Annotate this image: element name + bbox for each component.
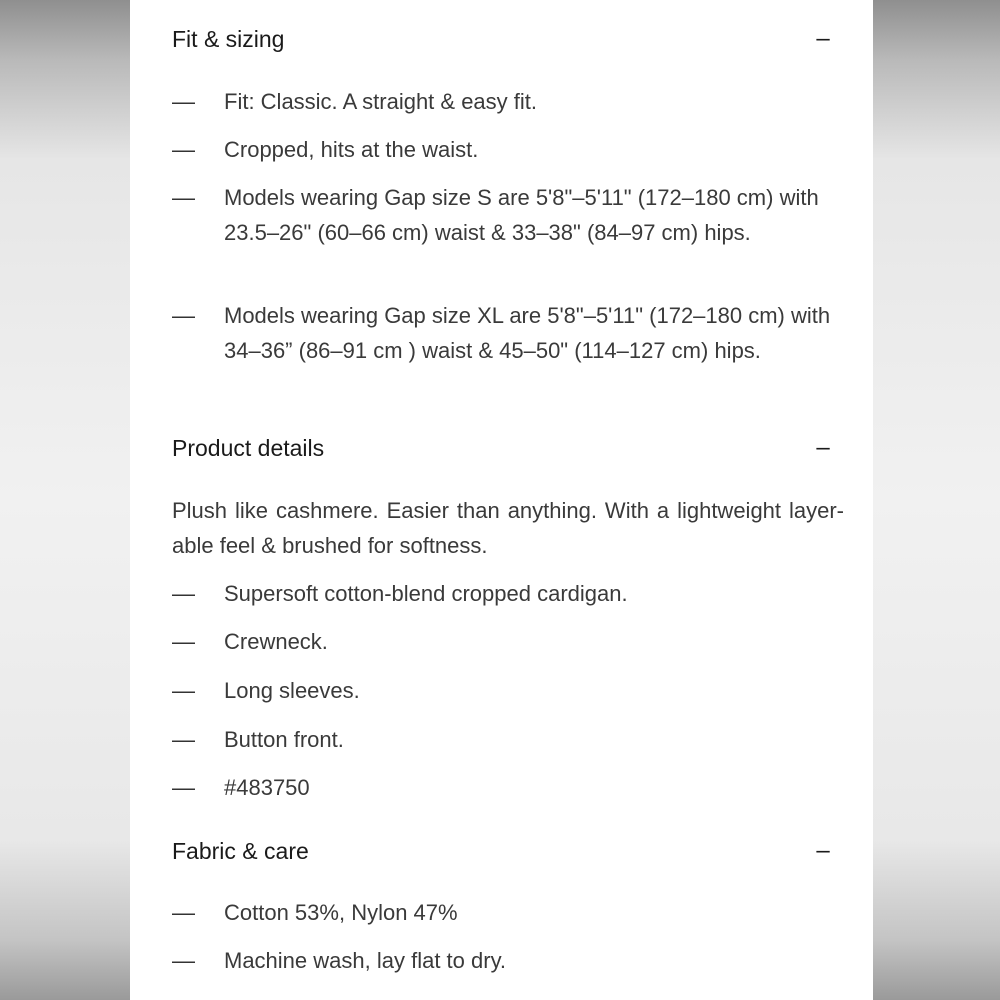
bullet-dash-icon: — [172,726,195,752]
bullet-dash-icon: — [172,628,195,654]
list-item-text: Machine wash, lay flat to dry. [224,948,507,973]
list-item [172,722,837,757]
collapse-icon[interactable]: – [816,25,830,52]
bullet-dash-icon: — [172,677,195,703]
list-item [172,770,837,805]
list-item-text: Cotton 53%, Nylon 47% [224,900,458,925]
list-item-text: Cropped, hits at the waist. [224,137,479,162]
bullet-dash-icon: — [172,899,195,925]
list-item-text: Button front. [224,727,344,752]
section-header-fit-sizing[interactable] [172,23,833,55]
list-item [172,895,837,930]
right-background-margin [873,0,1000,1000]
bullet-dash-icon: — [172,947,195,973]
bullet-dash-icon: — [172,774,195,800]
section-header-fabric-care[interactable] [172,835,833,867]
list-item-text: Models wearing Gap size XL are 5'8"–5'11" (172–180 cm) with 34–36” (86–91 cm ) waist & 45–50" (114–127 cm) hips. [224,303,831,363]
left-background-margin [0,0,130,1000]
bullet-dash-icon: — [172,136,195,162]
list-item [172,624,837,659]
list-item-text: Supersoft cotton-blend cropped cardigan. [224,581,628,606]
list-item [172,298,837,368]
collapse-icon[interactable]: – [816,837,830,864]
list-item-text: Models wearing Gap size S are 5'8"–5'11" (172–180 cm) with 23.5–26" (60–66 cm) waist & 33–38" (84–97 cm) hips. [224,185,819,245]
bullet-dash-icon: — [172,184,195,210]
product-description: Plush like cashmere. Easier than anything. With a lightweight layer-able feel & brushed for softness. [172,498,844,558]
bullet-dash-icon: — [172,302,195,328]
section-title-fabric-care: Fabric & care [172,837,309,864]
list-item-text: Fit: Classic. A straight & easy fit. [224,89,537,114]
list-item-text: #483750 [224,775,310,800]
list-item [172,673,837,708]
list-item [172,84,837,119]
list-item-text: Crewneck. [224,629,328,654]
list-item [172,943,837,978]
section-title-fit-sizing: Fit & sizing [172,25,285,52]
bullet-dash-icon: — [172,88,195,114]
list-item [172,576,837,611]
list-item-text: Long sleeves. [224,678,360,703]
product-info-panel [130,0,873,1000]
list-item [172,132,837,167]
section-header-product-details[interactable] [172,432,833,464]
bullet-dash-icon: — [172,580,195,606]
collapse-icon[interactable]: – [816,434,830,461]
section-title-product-details: Product details [172,434,325,461]
list-item [172,180,837,250]
